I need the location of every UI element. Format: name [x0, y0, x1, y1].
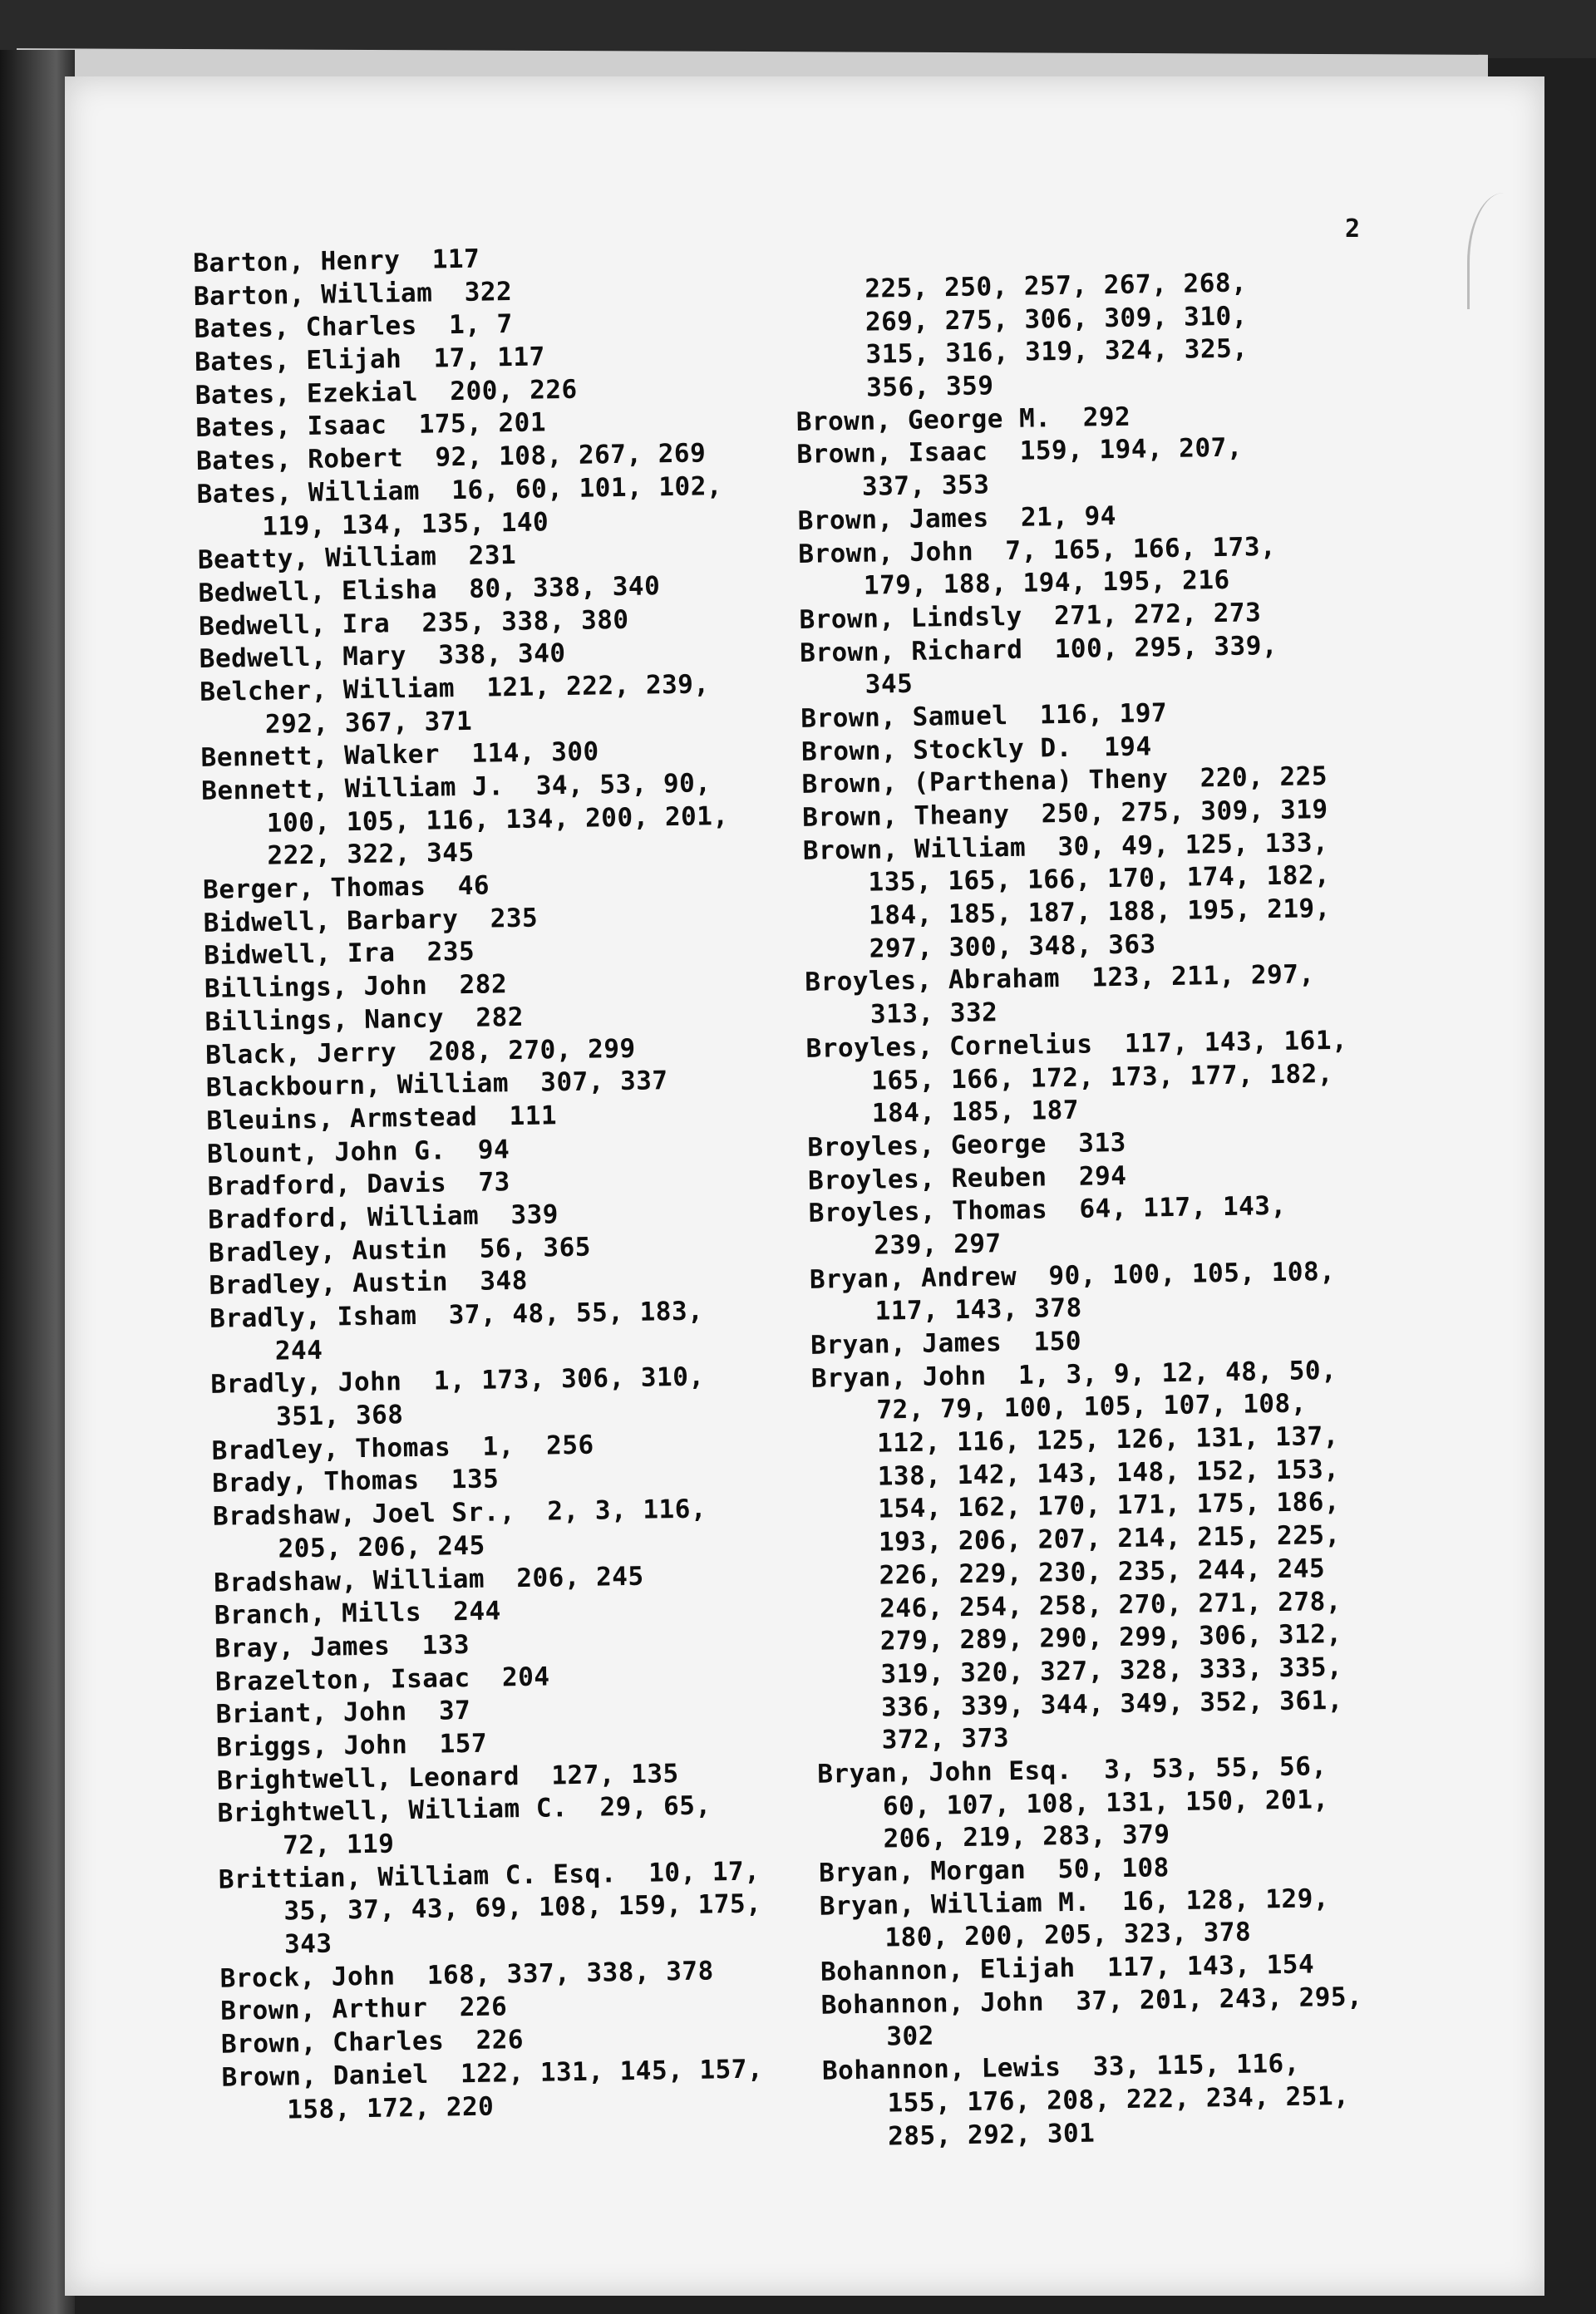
- index-entry-continuation: 206, 219, 283, 379: [883, 1819, 1170, 1854]
- index-entry: Blount, John G. 94: [206, 1134, 510, 1169]
- index-entry-continuation: 72, 79, 100, 105, 107, 108,: [876, 1388, 1308, 1425]
- index-entry: Brown, Lindsly 271, 272, 273: [799, 598, 1262, 635]
- index-entry: Belcher, William 121, 222, 239,: [200, 669, 710, 707]
- index-entry: Branch, Mills 244: [214, 1596, 502, 1631]
- index-entry: Brown, (Parthena) Theny 220, 225: [801, 761, 1328, 800]
- index-entry: Briant, John 37: [215, 1696, 471, 1731]
- index-entry-continuation: 184, 185, 187: [871, 1095, 1080, 1129]
- index-entry-continuation: 179, 188, 194, 195, 216: [863, 564, 1230, 601]
- index-entry: Bates, William 16, 60, 101, 102,: [196, 470, 723, 510]
- index-entry-continuation: 356, 359: [865, 371, 994, 403]
- index-entry: Broyles, Thomas 64, 117, 143,: [808, 1191, 1287, 1229]
- index-entry-continuation: 222, 322, 345: [267, 838, 475, 872]
- index-entry: Brazelton, Isaac 204: [214, 1662, 550, 1697]
- index-entry: Briggs, John 157: [216, 1728, 488, 1763]
- index-entry-continuation: 315, 316, 319, 324, 325,: [865, 333, 1249, 371]
- index-entry: Brown, Theany 250, 275, 309, 319: [801, 794, 1328, 833]
- index-entry-continuation: 225, 250, 257, 267, 268,: [864, 268, 1248, 304]
- index-entry: Bedwell, Mary 338, 340: [199, 638, 566, 675]
- index-entry-continuation: 193, 206, 207, 214, 215, 225,: [878, 1519, 1341, 1558]
- book-binding: [0, 50, 75, 2314]
- index-entry: Beatty, William 231: [197, 540, 517, 576]
- index-entry: Bray, James 133: [214, 1629, 470, 1664]
- index-entry: Brightwell, William C. 29, 65,: [217, 1790, 712, 1829]
- index-entry-continuation: 135, 165, 166, 170, 174, 182,: [868, 860, 1331, 899]
- index-entry-continuation: 246, 254, 258, 270, 271, 278,: [879, 1586, 1342, 1624]
- index-entry-continuation: 180, 200, 205, 323, 378: [884, 1917, 1252, 1953]
- index-entry: Brown, Daniel 122, 131, 145, 157,: [221, 2054, 764, 2093]
- index-entry: Brown, John 7, 165, 166, 173,: [798, 531, 1277, 569]
- index-entry: Brown, Charles 226: [220, 2025, 525, 2060]
- index-entry-continuation: 184, 185, 187, 188, 195, 219,: [868, 894, 1332, 931]
- index-entry: Bates, Robert 92, 108, 267, 269: [195, 438, 707, 477]
- index-entry-continuation: 345: [864, 669, 914, 700]
- index-entry: Bryan, Andrew 90, 100, 105, 108,: [809, 1256, 1336, 1295]
- index-entry-continuation: 72, 119: [282, 1829, 395, 1861]
- index-entry: Bryan, James 150: [810, 1326, 1082, 1361]
- index-entry: Broyles, Abraham 123, 211, 297,: [805, 959, 1315, 998]
- index-entry: Bradly, Isham 37, 48, 55, 183,: [209, 1296, 704, 1334]
- index-entry-continuation: 351, 368: [275, 1400, 404, 1432]
- index-entry-continuation: 313, 332: [869, 997, 998, 1030]
- index-entry: Brightwell, Leonard 127, 135: [216, 1758, 679, 1796]
- index-entry: Bates, Ezekial 200, 226: [195, 374, 578, 411]
- index-entry-continuation: 154, 162, 170, 171, 175, 186,: [878, 1487, 1341, 1525]
- index-entry: Bradley, Austin 348: [209, 1266, 529, 1302]
- index-entry: Barton, William 322: [193, 276, 513, 312]
- index-entry: Bryan, John Esq. 3, 53, 55, 56,: [817, 1751, 1328, 1790]
- index-entry-continuation: 285, 292, 301: [887, 2118, 1096, 2151]
- index-entry-continuation: 319, 320, 327, 328, 333, 335,: [880, 1652, 1343, 1690]
- index-entry: Bates, Isaac 175, 201: [195, 407, 547, 444]
- index-entry: Bidwell, Ira 235: [204, 937, 475, 972]
- index-entry-continuation: 292, 367, 371: [264, 706, 473, 740]
- index-entry-continuation: 239, 297: [874, 1228, 1002, 1261]
- index-entry-continuation: 205, 206, 245: [278, 1530, 485, 1564]
- index-entry: Black, Jerry 208, 270, 299: [204, 1033, 636, 1071]
- index-entry-continuation: 226, 229, 230, 235, 244, 245: [879, 1553, 1326, 1591]
- index-entry: Bidwell, Barbary 235: [203, 903, 539, 938]
- index-entry: Bryan, John 1, 3, 9, 12, 48, 50,: [810, 1355, 1337, 1394]
- index-entry-continuation: 269, 275, 306, 309, 310,: [864, 301, 1249, 337]
- index-entry: Broyles, Cornelius 117, 143, 161,: [805, 1025, 1348, 1064]
- index-entry-continuation: 165, 166, 172, 173, 177, 182,: [870, 1058, 1334, 1096]
- index-entry: Bennett, William J. 34, 53, 90,: [200, 768, 712, 806]
- index-entry: Broyles, Reuben 294: [807, 1160, 1127, 1196]
- index-entry: Bohannon, John 37, 201, 243, 295,: [820, 1982, 1363, 2021]
- index-entry: Bleuins, Armstead 111: [206, 1100, 558, 1136]
- index-entry: Brown, James 21, 94: [797, 500, 1117, 536]
- index-entry: Brown, Samuel 116, 197: [800, 697, 1168, 734]
- index-entry: Brown, Arthur 226: [220, 1992, 508, 2027]
- index-entry: Bradford, William 339: [208, 1199, 559, 1235]
- index-entry: Brown, Isaac 159, 194, 207,: [796, 432, 1244, 470]
- index-entry: Brady, Thomas 135: [212, 1464, 500, 1499]
- index-entry-continuation: 112, 116, 125, 126, 131, 137,: [876, 1420, 1340, 1459]
- index-entry-continuation: 60, 107, 108, 131, 150, 201,: [882, 1784, 1329, 1822]
- index-entry: Brown, Richard 100, 295, 339,: [799, 630, 1278, 668]
- index-entry: Bryan, William M. 16, 128, 129,: [819, 1883, 1330, 1922]
- index-entry: Barton, Henry 117: [193, 244, 480, 278]
- index-entry-continuation: 343: [283, 1928, 332, 1960]
- index-entry-continuation: 155, 176, 208, 222, 234, 251,: [887, 2080, 1350, 2119]
- index-entry-continuation: 117, 143, 378: [874, 1293, 1083, 1327]
- index-entry-continuation: 279, 289, 290, 299, 306, 312,: [879, 1619, 1342, 1657]
- index-entry: Bates, Elijah 17, 117: [194, 342, 546, 378]
- index-column-right: [794, 263, 1505, 2154]
- index-entry-continuation: 336, 339, 344, 349, 352, 361,: [880, 1685, 1344, 1723]
- index-entry: Brown, Stockly D. 194: [800, 731, 1152, 767]
- page-curl: [1467, 193, 1528, 309]
- index-entry: Bradly, John 1, 173, 306, 310,: [210, 1361, 705, 1401]
- index-entry: Bryan, Morgan 50, 108: [818, 1853, 1170, 1888]
- index-entry: Brock, John 168, 337, 338, 378: [219, 1956, 715, 1994]
- index-entry: Billings, John 282: [204, 969, 508, 1005]
- index-entry: Bedwell, Elisha 80, 338, 340: [198, 571, 661, 608]
- index-entry-continuation: 138, 142, 143, 148, 152, 153,: [877, 1454, 1340, 1492]
- index-entry: Brittian, William C. Esq. 10, 17,: [218, 1856, 761, 1895]
- index-entry: Billings, Nancy 282: [204, 1002, 525, 1037]
- page-number: 2: [1345, 214, 1361, 244]
- index-entry-continuation: 244: [274, 1335, 323, 1366]
- index-entry: Bradley, Austin 56, 365: [208, 1232, 592, 1268]
- index-entry: Broyles, George 313: [807, 1127, 1127, 1163]
- index-entry: Bohannon, Elijah 117, 143, 154: [820, 1949, 1315, 1987]
- index-entry: Bradley, Thomas 1, 256: [211, 1430, 594, 1466]
- index-entry: Brown, George M. 292: [796, 401, 1131, 437]
- index-entry: Bedwell, Ira 235, 338, 380: [198, 604, 629, 642]
- index-entry: Bradshaw, William 206, 245: [213, 1561, 644, 1598]
- index-entry: Bennett, Walker 114, 300: [200, 736, 599, 774]
- index-entry-continuation: 297, 300, 348, 363: [869, 929, 1156, 964]
- index-entry-continuation: 100, 105, 116, 134, 200, 201,: [266, 800, 729, 839]
- index-entry: Bohannon, Lewis 33, 115, 116,: [821, 2048, 1301, 2086]
- index-entry: Bradshaw, Joel Sr., 2, 3, 116,: [212, 1494, 707, 1532]
- index-entry: Berger, Thomas 46: [202, 870, 490, 905]
- index-entry-continuation: 372, 373: [881, 1723, 1010, 1755]
- index-entry: Bradford, Davis 73: [207, 1167, 511, 1203]
- index-entry-continuation: 337, 353: [861, 470, 990, 502]
- index-entry: Bates, Charles 1, 7: [194, 309, 514, 345]
- index-entry-continuation: 158, 172, 220: [286, 2091, 495, 2124]
- index-entry: Brown, William 30, 49, 125, 133,: [802, 827, 1329, 866]
- index-entry: Blackbourn, William 307, 337: [205, 1066, 668, 1104]
- index-entry-continuation: 302: [886, 2021, 935, 2052]
- index-entry-continuation: 119, 134, 135, 140: [261, 506, 549, 542]
- index-entry-continuation: 35, 37, 43, 69, 108, 159, 175,: [283, 1888, 762, 1927]
